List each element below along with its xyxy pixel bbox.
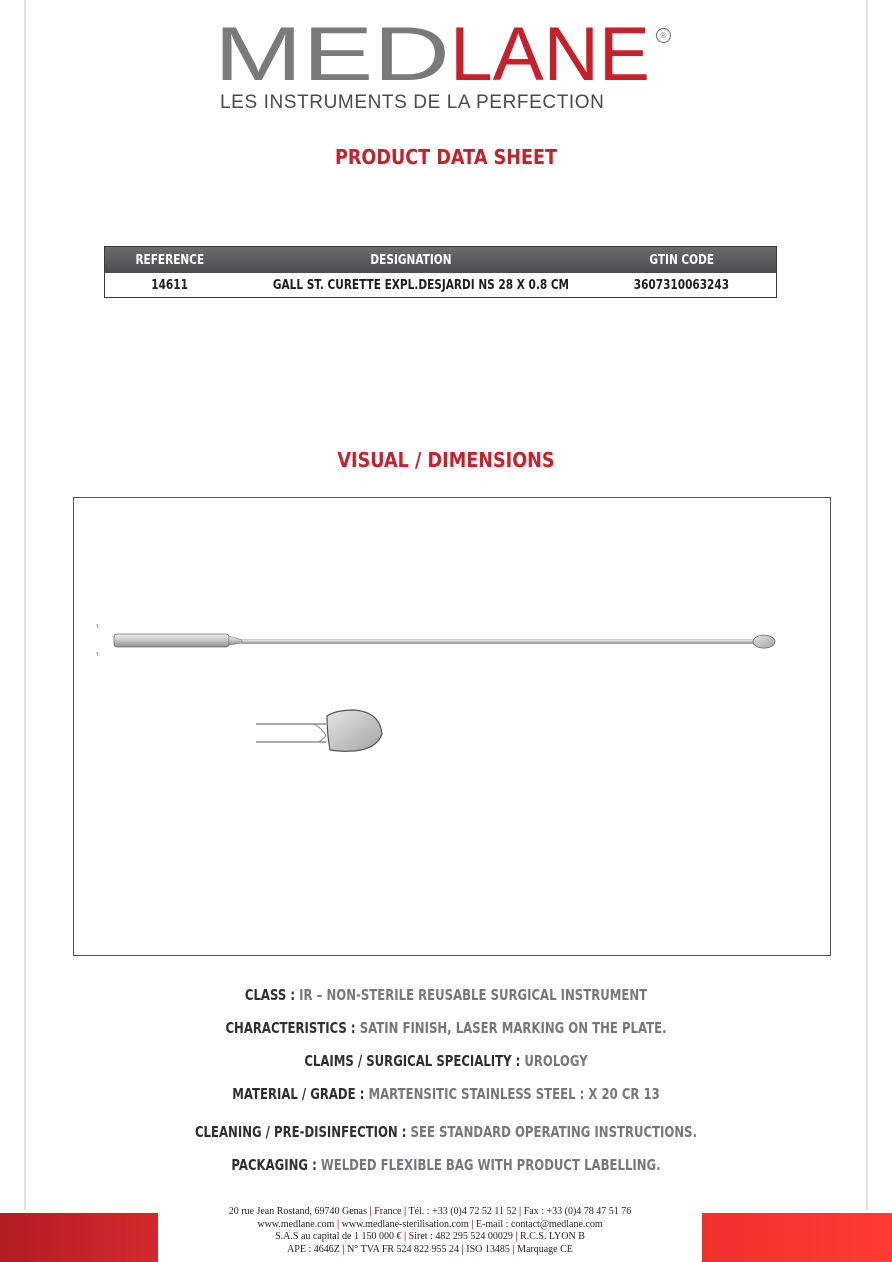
cell-reference: 14611	[151, 277, 188, 293]
footer-line-certifications: APE : 4646Z | N° TVA FR 524 822 955 24 | ISO 13485 | Marquage CE	[287, 1243, 573, 1255]
footer-red-bar-right	[702, 1213, 892, 1262]
reference-table	[104, 246, 777, 298]
header-designation: DESIGNATION	[370, 252, 452, 268]
table-row	[105, 273, 776, 297]
registered-mark: ®	[656, 28, 671, 43]
product-visual-frame	[73, 497, 831, 956]
spec-material: MATERIAL / GRADE : MARTENSITIC STAINLESS STEEL : X 20 CR 13	[232, 1085, 660, 1103]
spec-cleaning: CLEANING / PRE-DISINFECTION : SEE STANDARD OPERATING INSTRUCTIONS.	[194, 1123, 698, 1141]
website-link[interactable]: www.medlane.com	[257, 1218, 335, 1230]
footer-line-web: www.medlane.com | www.medlane-sterilisation.com | E-mail : contact@medlane.com	[257, 1218, 603, 1230]
visual-title: VISUAL / DIMENSIONS	[337, 448, 555, 472]
table-header-row	[105, 247, 776, 273]
footer-line-legal: S.A.S au capital de 1 150 000 € | Siret : 482 295 524 00029 | R.C.S. LYON B	[275, 1231, 585, 1242]
brand-tagline: LES INSTRUMENTS DE LA PERFECTION	[220, 92, 605, 113]
right-margin-rule	[866, 0, 868, 1210]
left-margin-rule	[24, 0, 26, 1210]
curette-illustration	[74, 498, 829, 954]
medlane-logo	[210, 22, 680, 114]
header-gtin: GTIN CODE	[648, 252, 714, 268]
spec-speciality: CLAIMS / SURGICAL SPECIALITY : UROLOGY	[304, 1052, 588, 1070]
cell-designation: GALL ST. CURETTE EXPL.DESJARDI NS 28 X 0.8 CM	[273, 277, 570, 293]
footer-line-address: 20 rue Jean Rostand, 69740 Genas | France | Tél. : +33 (0)4 72 52 11 52 | Fax : +33 (0)4 78 47 51 76	[228, 1206, 632, 1217]
spec-class: CLASS : IR – NON-STERILE REUSABLE SURGICAL INSTRUMENT	[244, 986, 648, 1004]
spec-characteristics: CHARACTERISTICS : SATIN FINISH, LASER MARKING ON THE PLATE.	[225, 1019, 667, 1037]
curette-tip-detail	[256, 710, 382, 751]
header-reference: REFERENCE	[135, 252, 205, 268]
wordmark-part-grey: MED	[214, 22, 450, 88]
email-link[interactable]: E-mail : contact@medlane.com	[475, 1218, 603, 1230]
spec-packaging: PACKAGING : WELDED FLEXIBLE BAG WITH PRODUCT LABELLING.	[231, 1156, 661, 1174]
sterilisation-website-link[interactable]: www.medlane-sterilisation.com	[341, 1218, 469, 1230]
medlane-wordmark	[210, 22, 680, 88]
wordmark-part-red: LANE	[450, 22, 650, 88]
sheet-title: PRODUCT DATA SHEET	[334, 145, 558, 169]
footer-red-bar-left	[0, 1213, 158, 1262]
cell-gtin: 3607310063243	[633, 277, 730, 293]
company-footer	[160, 1206, 700, 1256]
curette-full-view	[97, 624, 775, 656]
